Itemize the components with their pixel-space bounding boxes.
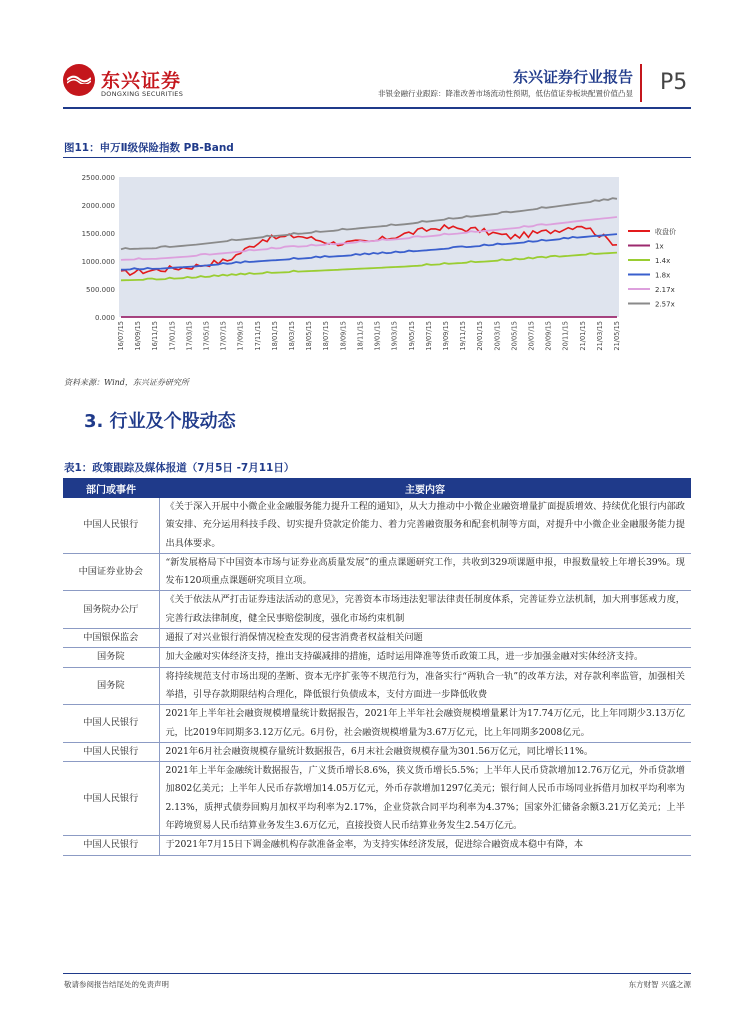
- x-tick-label: 18/11/15: [356, 321, 365, 351]
- x-tick-label: 21/03/15: [595, 321, 604, 351]
- logo-company-name-en: DONGXING SECURITIES: [101, 90, 184, 98]
- table-cell-content: 2021年6月社会融资规模存量统计数据报告，6月末社会融资规模存量为301.56万亿元，同比增长11%。: [159, 742, 691, 761]
- x-tick-label: 17/09/15: [236, 321, 245, 351]
- pb-band-chart-svg: [63, 163, 691, 375]
- header-divider: [640, 64, 642, 102]
- pb-band-chart: [63, 163, 691, 375]
- policy-tracking-table: [63, 478, 691, 856]
- x-tick-label: 20/01/15: [476, 321, 485, 351]
- figure-title: 图11：申万Ⅱ级保险指数 PB-Band: [64, 142, 234, 154]
- table-title: 表1：政策跟踪及媒体报道（7月5日 -7月11日）: [64, 462, 295, 474]
- legend-label: 收盘价: [655, 228, 676, 236]
- x-tick-label: 17/07/15: [219, 321, 228, 351]
- table-row: [63, 498, 691, 553]
- legend-label: 1x: [655, 242, 664, 251]
- table-row: [63, 591, 691, 629]
- table-row: [63, 629, 691, 648]
- figure-title-rule: [63, 157, 691, 158]
- x-tick-label: 20/11/15: [561, 321, 570, 351]
- x-tick-label: 16/07/15: [117, 321, 125, 351]
- x-tick-label: 18/03/15: [288, 321, 297, 351]
- table-row: [63, 742, 691, 761]
- table-cell-dept: 中国人民银行: [63, 762, 159, 836]
- chart-plot-area: [119, 177, 619, 317]
- x-tick-label: 18/01/15: [270, 321, 279, 351]
- table-header-dept: 部门或事件: [63, 478, 159, 498]
- table-cell-content: 将持续规范支付市场出现的垄断、资本无序扩张等不规范行为，准备实行“两轨合一轨”的改革方法，对存款利率监管，加强相关举措，引导存款期限结构合理化，降低银行负债成本，支付方面进一步降低收费: [159, 667, 691, 705]
- x-tick-label: 20/09/15: [544, 321, 553, 351]
- table-cell-dept: 国务院办公厅: [63, 591, 159, 629]
- header-rule: [63, 107, 691, 109]
- y-tick-label: 1500.000: [81, 230, 115, 238]
- x-tick-label: 17/01/15: [168, 321, 177, 351]
- table-cell-content: 于2021年7月15日下调金融机构存款准备金率，为支持实体经济发展，促进综合融资成本稳中有降，本: [159, 836, 691, 855]
- x-tick-label: 20/07/15: [527, 321, 536, 351]
- section-heading: 3. 行业及个股动态: [84, 411, 236, 432]
- table-row: [63, 762, 691, 836]
- x-tick-label: 16/09/15: [134, 321, 143, 351]
- x-tick-label: 21/05/15: [613, 321, 621, 351]
- footer-slogan: 东方财智 兴盛之源: [628, 980, 691, 989]
- legend-label: 2.57x: [655, 300, 675, 309]
- y-tick-label: 0.000: [94, 314, 115, 322]
- y-tick-label: 1000.000: [81, 258, 115, 266]
- x-tick-label: 20/03/15: [493, 321, 502, 351]
- x-tick-label: 19/11/15: [459, 321, 468, 351]
- table-cell-dept: 国务院: [63, 648, 159, 667]
- x-tick-label: 16/11/15: [151, 321, 160, 351]
- table-cell-dept: 中国银保监会: [63, 629, 159, 648]
- table-row: [63, 836, 691, 855]
- x-tick-label: 19/01/15: [373, 321, 382, 351]
- table-cell-content: 2021年上半年社会融资规模增量统计数据报告，2021年上半年社会融资规模增量累计为17.74万亿元，比上年同期少3.13万亿元，比2019年同期多3.12万亿元。6月份，社会融资规模增量为3.67万亿元，比上年同期多2008亿元。: [159, 705, 691, 743]
- table-cell-dept: 国务院: [63, 667, 159, 705]
- x-tick-label: 17/03/15: [185, 321, 194, 351]
- table-cell-dept: 中国人民银行: [63, 498, 159, 553]
- x-tick-label: 19/05/15: [407, 321, 416, 351]
- x-tick-label: 21/01/15: [578, 321, 587, 351]
- x-tick-label: 18/09/15: [339, 321, 348, 351]
- x-tick-label: 19/03/15: [390, 321, 399, 351]
- legend-label: 1.8x: [655, 271, 671, 280]
- x-tick-label: 17/05/15: [202, 321, 211, 351]
- x-tick-label: 18/07/15: [322, 321, 331, 351]
- table-row: [63, 648, 691, 667]
- footer-disclaimer: 敬请参阅报告结尾处的免责声明: [64, 980, 169, 989]
- table-cell-dept: 中国证券业协会: [63, 553, 159, 591]
- table-cell-content: 通报了对兴业银行消保情况检查发现的侵害消费者权益相关问题: [159, 629, 691, 648]
- logo-wave-icon: [67, 74, 91, 84]
- x-tick-label: 20/05/15: [510, 321, 519, 351]
- table-header-content: 主要内容: [159, 478, 691, 498]
- table-header-row: [63, 478, 691, 498]
- report-subtitle: 非银金融行业跟踪：降准改善市场流动性预期，低估值证券板块配置价值凸显: [378, 89, 633, 98]
- footer-rule: [63, 973, 691, 974]
- y-tick-label: 500.000: [86, 286, 115, 294]
- table-cell-content: “新发展格局下中国资本市场与证券业高质量发展”的重点课题研究工作，共收到329项课题申报，申报数量较上年增长39%。现发布120项重点课题研究项目立项。: [159, 553, 691, 591]
- x-tick-label: 18/05/15: [305, 321, 314, 351]
- table-row: [63, 553, 691, 591]
- table-row: [63, 667, 691, 705]
- x-tick-label: 19/07/15: [424, 321, 433, 351]
- figure-source: 资料来源：Wind，东兴证券研究所: [64, 378, 189, 387]
- table-cell-content: 《关于深入开展中小微企业金融服务能力提升工程的通知》，从大力推动中小微企业融资增量扩面提质增效、持续优化银行内部政策安排、充分运用科技手段、切实提升贷款定价能力、着力完善融资服务和配套机制等方面，对提升中小微企业金融服务能力提出具体要求。: [159, 498, 691, 553]
- legend-label: 2.17x: [655, 286, 675, 294]
- table-cell-content: 2021年上半年金融统计数据报告，广义货币增长8.6%，狭义货币增长5.5%；上半年人民币贷款增加12.76万亿元，外币贷款增加802亿美元；上半年人民币存款增加14.05万亿元，外币存款增加1297亿美元；银行间人民币市场同业拆借月加权平均利率为2.13%，质押式债券回购月加权平均利率为2.17%，企业贷款合同平均利率为4.37%；国家外汇储备余额3.21万亿美元；上半年跨境贸易人民币结算业务发生3.6万亿元，直接投资人民币结算业务发生2.54万亿元。: [159, 762, 691, 836]
- table-cell-content: 加大金融对实体经济支持，推出支持碳减排的措施，适时运用降准等货币政策工具，进一步加强金融对实体经济支持。: [159, 648, 691, 667]
- table-cell-dept: 中国人民银行: [63, 836, 159, 855]
- table-cell-dept: 中国人民银行: [63, 742, 159, 761]
- legend-label: 1.4x: [655, 257, 671, 265]
- y-tick-label: 2500.000: [81, 174, 115, 182]
- x-tick-label: 19/09/15: [441, 321, 450, 351]
- report-brand-title: 东兴证券行业报告: [512, 68, 633, 86]
- y-tick-label: 2000.000: [81, 202, 115, 210]
- table-row: [63, 705, 691, 743]
- table-cell-content: 《关于依法从严打击证券违法活动的意见》，完善资本市场违法犯罪法律责任制度体系，完善证券立法机制，加大刑事惩戒力度，完善行政法律制度，健全民事赔偿制度，强化市场约束机制: [159, 591, 691, 629]
- page-number: P5: [660, 70, 688, 95]
- logo-company-name: 东兴证券: [101, 70, 182, 92]
- table-cell-dept: 中国人民银行: [63, 705, 159, 743]
- x-tick-label: 17/11/15: [253, 321, 262, 351]
